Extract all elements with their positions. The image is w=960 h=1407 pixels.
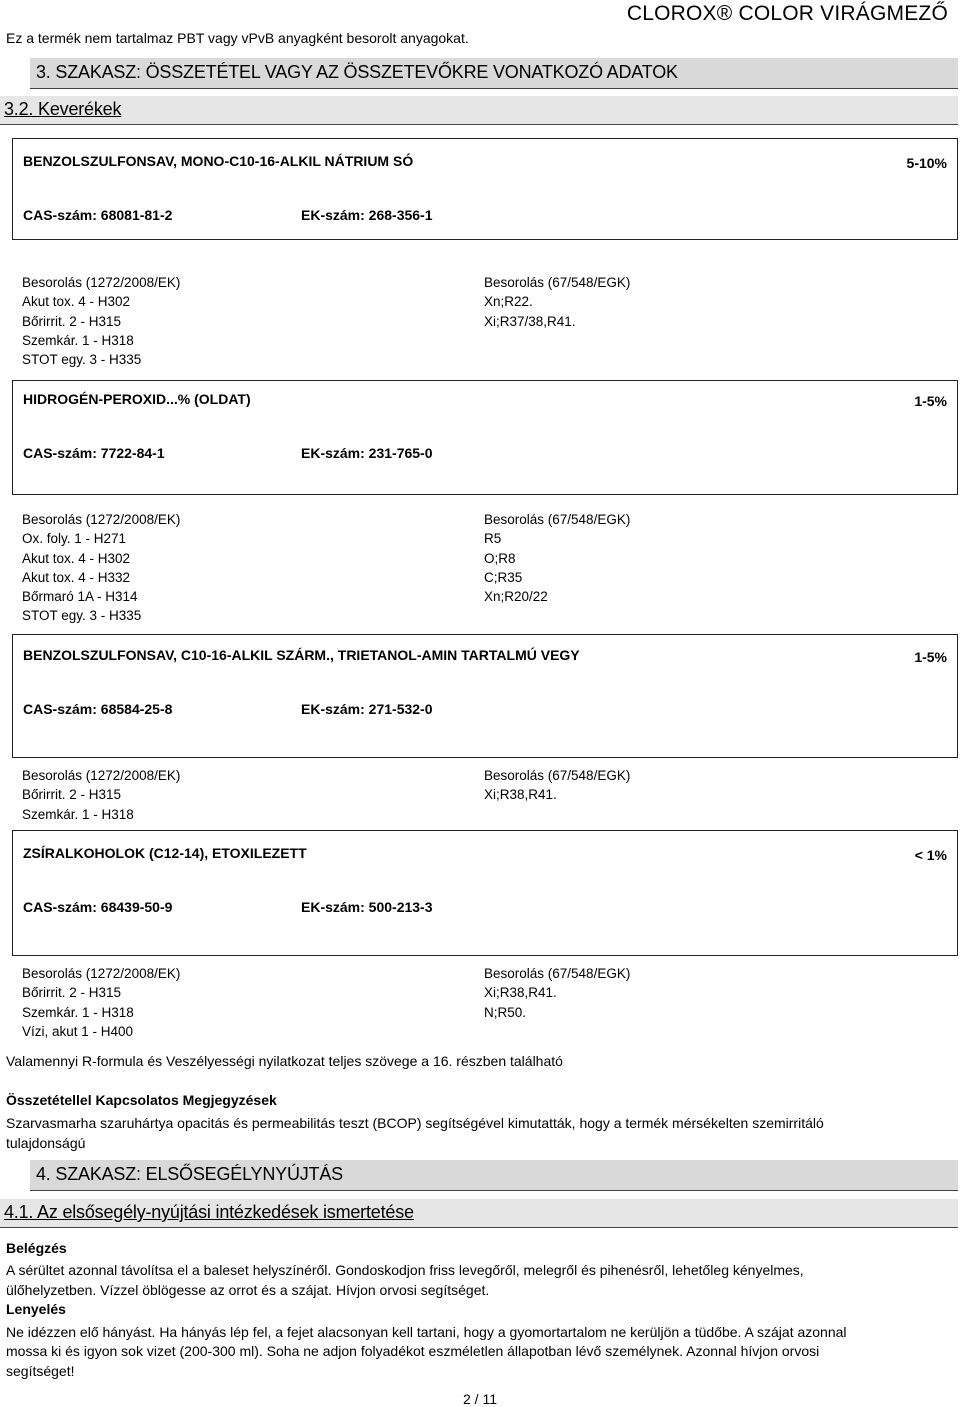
dsd-line: Xn;R22.: [484, 294, 533, 310]
dsd-line: Besorolás (67/548/EGK): [484, 275, 631, 290]
r-phrases-note: Valamennyi R-formula és Veszélyességi nyilatkozat teljes szövege a 16. részben található: [6, 1053, 563, 1069]
clp-line: Besorolás (1272/2008/EK): [22, 512, 181, 527]
clp-line: STOT egy. 3 - H335: [22, 608, 142, 624]
composition-notes-line: tulajdonságú: [6, 1135, 86, 1151]
product-name: CLOROX® COLOR VIRÁGMEZŐ: [626, 2, 948, 25]
component-name: BENZOLSZULFONSAV, MONO-C10-16-ALKIL NÁTRIUM SÓ: [23, 153, 414, 169]
inhalation-text-line: A sérültet azonnal távolítsa el a baleset helyszínéről. Gondoskodjon friss levegőről, melegről és pihenésről, lehetőleg kényelmes,: [6, 1262, 804, 1278]
clp-line: Besorolás (1272/2008/EK): [22, 966, 181, 981]
clp-line: Szemkár. 1 - H318: [22, 806, 134, 822]
dsd-classification: [484, 273, 630, 331]
pbt-note: Ez a termék nem tartalmaz PBT vagy vPvB anyagként besorolt anyagokat.: [6, 30, 469, 46]
ingestion-heading: Lenyelés: [6, 1301, 66, 1317]
composition-notes-line: Szarvasmarha szaruhártya opacitás és permeabilitás teszt (BCOP) segítségével kimutatták, hogy a termék mérsékelten szemirritáló: [6, 1115, 824, 1131]
section4-1-title: 4.1. Az elsősegély-nyújtási intézkedések ismertetése: [4, 1202, 414, 1222]
section4-title: 4. SZAKASZ: ELSŐSEGÉLYNYÚJTÁS: [36, 1164, 343, 1184]
clp-classification: [22, 964, 180, 1041]
section3-title: 3. SZAKASZ: ÖSSZETÉTEL VAGY AZ ÖSSZETEVŐKRE VONATKOZÓ ADATOK: [36, 62, 678, 82]
dsd-line: N;R50.: [484, 1004, 527, 1020]
dsd-line: Xi;R38,R41.: [484, 985, 557, 1001]
component-percent: 1-5%: [914, 649, 947, 665]
ek-number: EK-szám: 268-356-1: [301, 207, 433, 223]
dsd-line: R5: [484, 531, 502, 547]
dsd-line: Xi;R38,R41.: [484, 787, 557, 803]
dsd-line: O;R8: [484, 550, 516, 566]
clp-line: Szemkár. 1 - H318: [22, 332, 134, 348]
dsd-classification: [484, 766, 630, 805]
component-classification-4: [12, 964, 958, 1044]
ingestion-text-line: Ne idézzen elő hányást. Ha hányás lép fel, a fejet alacsonyan kell tartani, hogy a gyomortartalom ne kerüljön a tüdőbe. A szájat azonnal: [6, 1324, 847, 1340]
section3-2-header: [0, 96, 958, 125]
component-name: BENZOLSZULFONSAV, C10-16-ALKIL SZÁRM., TRIETANOL-AMIN TARTALMÚ VEGY: [23, 647, 580, 663]
clp-line: Bőrirrit. 2 - H315: [22, 313, 122, 329]
component-classification-3: [12, 766, 958, 826]
component-percent: 5-10%: [906, 155, 947, 171]
ingestion-text-line: mossa ki és igyon sok vizet (200-300 ml). Soha ne adjon folyadékot eszméletlen állapotban lévő személynek. Azonnal hívjon orvosi: [6, 1343, 820, 1359]
clp-line: STOT egy. 3 - H335: [22, 352, 142, 368]
component-classification-2: [12, 510, 958, 630]
composition-notes-heading: Összetétellel Kapcsolatos Megjegyzések: [6, 1092, 277, 1108]
clp-line: Besorolás (1272/2008/EK): [22, 275, 181, 290]
ek-number: EK-szám: 231-765-0: [301, 445, 433, 461]
inhalation-text-line: ülőhelyzetben. Vízzel öblögesse az orrot és a szájat. Hívjon orvosi segítséget.: [6, 1282, 490, 1298]
clp-line: Bőrmaró 1A - H314: [22, 589, 138, 605]
page-number: 2 / 11: [463, 1391, 497, 1407]
cas-number: CAS-szám: 68439-50-9: [23, 899, 173, 915]
clp-line: Bőrirrit. 2 - H315: [22, 985, 122, 1001]
component-box-4: [12, 830, 958, 956]
dsd-line: Besorolás (67/548/EGK): [484, 966, 631, 981]
component-box-3: [12, 634, 958, 758]
clp-classification: [22, 766, 180, 824]
component-name: ZSÍRALKOHOLOK (C12-14), ETOXILEZETT: [23, 845, 307, 861]
clp-line: Bőrirrit. 2 - H315: [22, 787, 122, 803]
clp-line: Akut tox. 4 - H332: [22, 569, 131, 585]
dsd-line: C;R35: [484, 569, 523, 585]
clp-classification: [22, 273, 180, 369]
dsd-line: Besorolás (67/548/EGK): [484, 512, 631, 527]
clp-line: Akut tox. 4 - H302: [22, 294, 131, 310]
component-classification-1: [12, 273, 958, 373]
clp-line: Vízi, akut 1 - H400: [22, 1023, 134, 1039]
dsd-line: Xn;R20/22: [484, 589, 548, 605]
component-name: HIDROGÉN-PEROXID...% (OLDAT): [23, 391, 251, 407]
clp-line: Szemkár. 1 - H318: [22, 1004, 134, 1020]
dsd-line: Besorolás (67/548/EGK): [484, 768, 631, 783]
component-percent: 1-5%: [914, 393, 947, 409]
clp-line: Besorolás (1272/2008/EK): [22, 768, 181, 783]
component-percent: < 1%: [914, 847, 947, 863]
dsd-classification: [484, 510, 630, 606]
dsd-line: Xi;R37/38,R41.: [484, 313, 576, 329]
section3-header: [30, 58, 958, 89]
cas-number: CAS-szám: 68081-81-2: [23, 207, 173, 223]
dsd-classification: [484, 964, 630, 1022]
section4-1-header: [0, 1199, 958, 1228]
component-box-2: [12, 380, 958, 495]
section3-2-title: 3.2. Keverékek: [4, 99, 122, 119]
clp-line: Akut tox. 4 - H302: [22, 550, 131, 566]
cas-number: CAS-szám: 68584-25-8: [23, 701, 173, 717]
cas-number: CAS-szám: 7722-84-1: [23, 445, 165, 461]
clp-line: Ox. foly. 1 - H271: [22, 531, 127, 547]
section4-header: [30, 1160, 958, 1191]
ek-number: EK-szám: 500-213-3: [301, 899, 433, 915]
ek-number: EK-szám: 271-532-0: [301, 701, 433, 717]
ingestion-text-line: segítséget!: [6, 1363, 75, 1379]
inhalation-heading: Belégzés: [6, 1240, 67, 1256]
clp-classification: [22, 510, 180, 626]
component-box-1: [12, 138, 958, 240]
